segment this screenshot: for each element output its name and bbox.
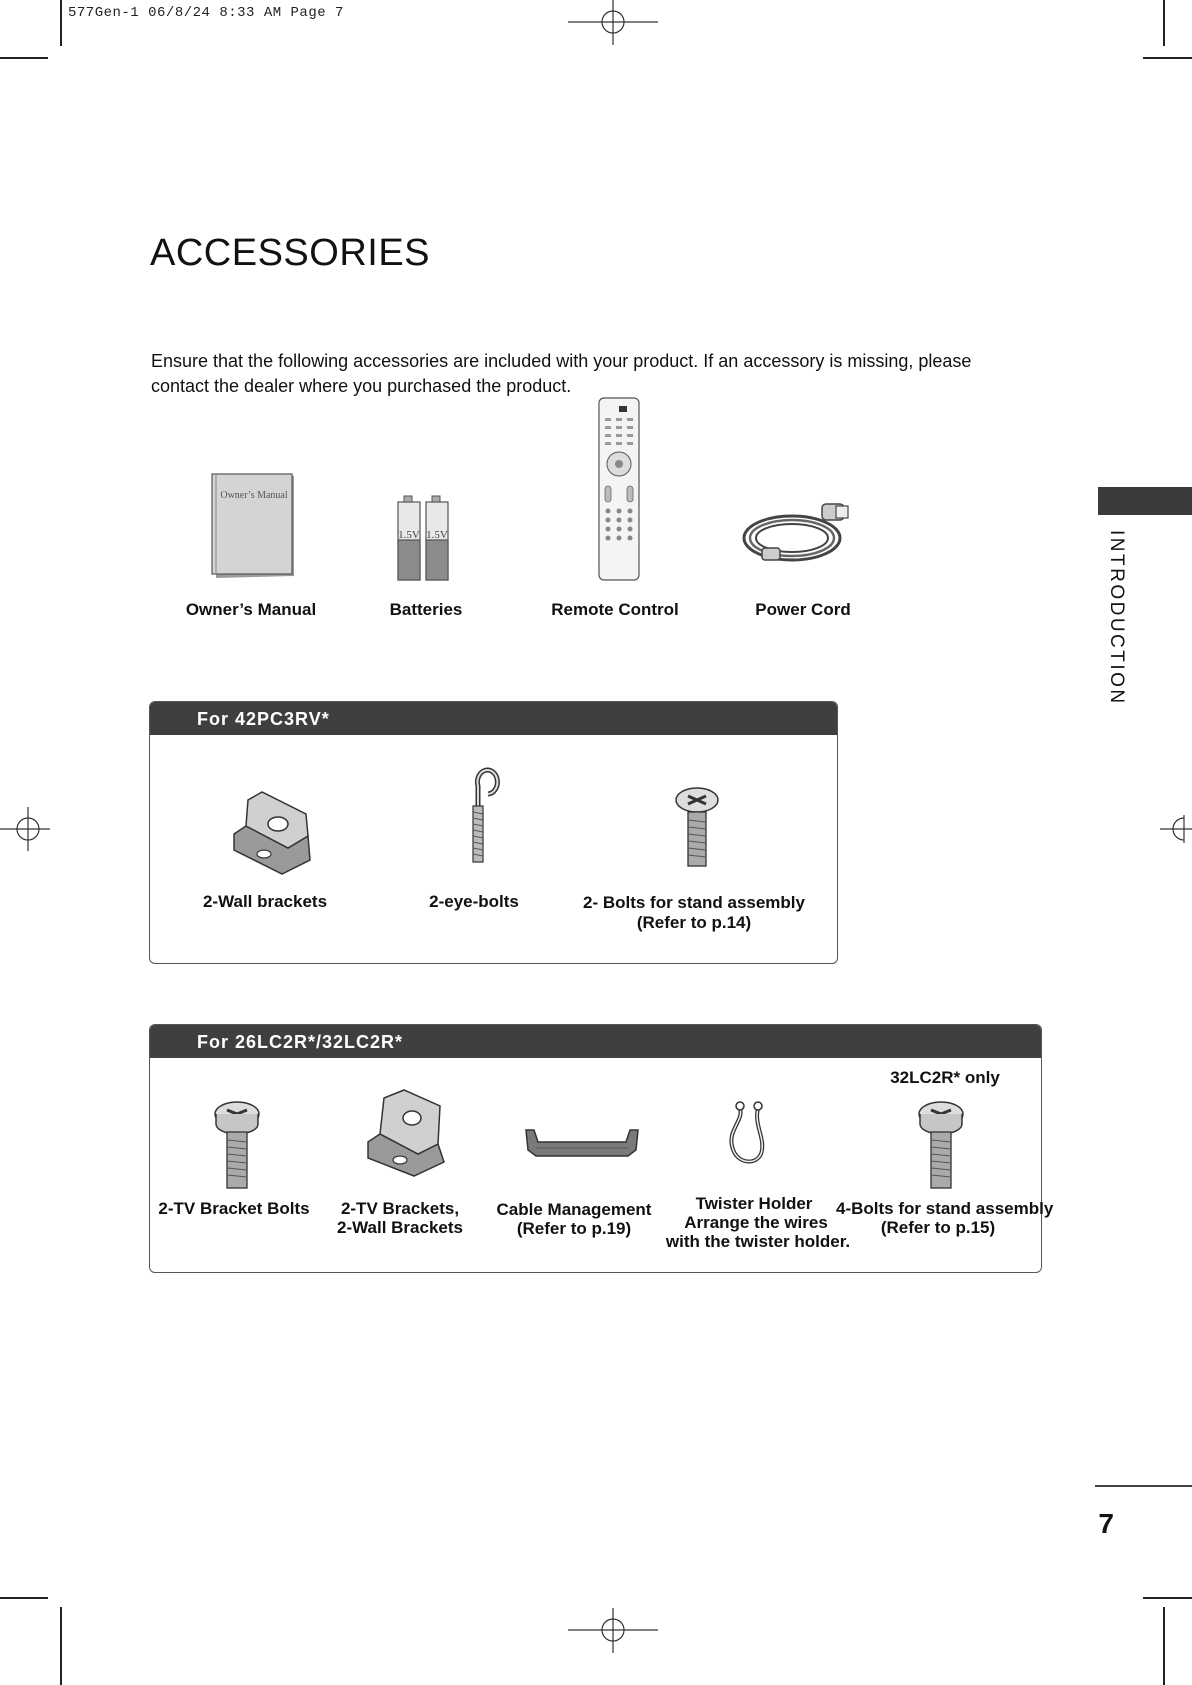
box-42pc3rv-title: For 42PC3RV* xyxy=(150,702,837,735)
stand-bolt-icon xyxy=(674,786,720,870)
caption-tv-brackets-line1: 2-TV Brackets, xyxy=(340,1199,460,1218)
eye-bolt-icon xyxy=(458,770,496,866)
intro-paragraph: Ensure that the following accessories are included with your product. If an accessory is missing, please contact the dealer where you purchased the product. xyxy=(151,351,972,396)
cable-management-icon xyxy=(524,1126,640,1160)
caption-four-bolts-line1: 4-Bolts for stand assembly xyxy=(836,1199,1054,1218)
caption-twister-holder-line1: Twister Holder xyxy=(695,1194,813,1213)
box-26lc2r-title: For 26LC2R*/32LC2R* xyxy=(150,1025,1041,1058)
note-32lc2r-only: 32LC2R* only xyxy=(890,1068,1000,1087)
registration-mark-right xyxy=(1160,807,1192,851)
caption-cable-management-line2: (Refer to p.19) xyxy=(516,1219,632,1238)
battery-2-voltage: 1.5V xyxy=(426,529,448,541)
caption-owners-manual: Owner’s Manual xyxy=(185,600,317,619)
caption-power-cord: Power Cord xyxy=(755,600,851,619)
caption-stand-bolts-line2: (Refer to p.14) xyxy=(636,913,752,932)
caption-remote-control: Remote Control xyxy=(551,600,679,619)
registration-mark-bottom xyxy=(568,1608,658,1658)
registration-mark-top xyxy=(568,0,658,50)
caption-twister-holder-line2: Arrange the wires xyxy=(684,1213,828,1232)
manual-icon xyxy=(210,472,300,584)
caption-cable-management-line1: Cable Management xyxy=(496,1200,652,1219)
page-number: 7 xyxy=(1098,1508,1114,1539)
power-cord-icon xyxy=(740,496,862,572)
page-title: ACCESSORIES xyxy=(150,232,431,274)
caption-tv-bracket-bolts: 2-TV Bracket Bolts xyxy=(158,1199,310,1218)
caption-batteries: Batteries xyxy=(389,600,463,619)
caption-stand-bolts-line1: 2- Bolts for stand assembly xyxy=(582,893,805,912)
manual-cover-text: Owner’s Manual xyxy=(220,490,288,501)
caption-four-bolts-line2: (Refer to p.15) xyxy=(880,1218,996,1237)
registration-mark-left xyxy=(0,807,50,851)
four-bolts-icon xyxy=(916,1100,966,1192)
wall-bracket-icon xyxy=(228,790,316,874)
caption-wall-brackets: 2-Wall brackets xyxy=(202,892,328,911)
section-label: INTRODUCTION xyxy=(1106,530,1127,706)
tv-bracket-bolt-icon xyxy=(212,1100,262,1192)
print-slug: 577Gen-1 06/8/24 8:33 AM Page 7 xyxy=(68,5,344,21)
caption-twister-holder-line3: with the twister holder. xyxy=(665,1232,851,1251)
twister-holder-icon xyxy=(726,1100,772,1170)
tv-bracket-icon xyxy=(364,1088,450,1176)
caption-eye-bolts: 2-eye-bolts xyxy=(429,892,519,911)
caption-tv-brackets-line2: 2-Wall Brackets xyxy=(337,1218,463,1237)
page-number-rule xyxy=(1095,1485,1192,1487)
section-tab-marker xyxy=(1098,487,1192,515)
batteries-icon xyxy=(396,496,452,582)
remote-control-icon xyxy=(597,396,643,584)
battery-1-voltage: 1.5V xyxy=(398,529,420,541)
